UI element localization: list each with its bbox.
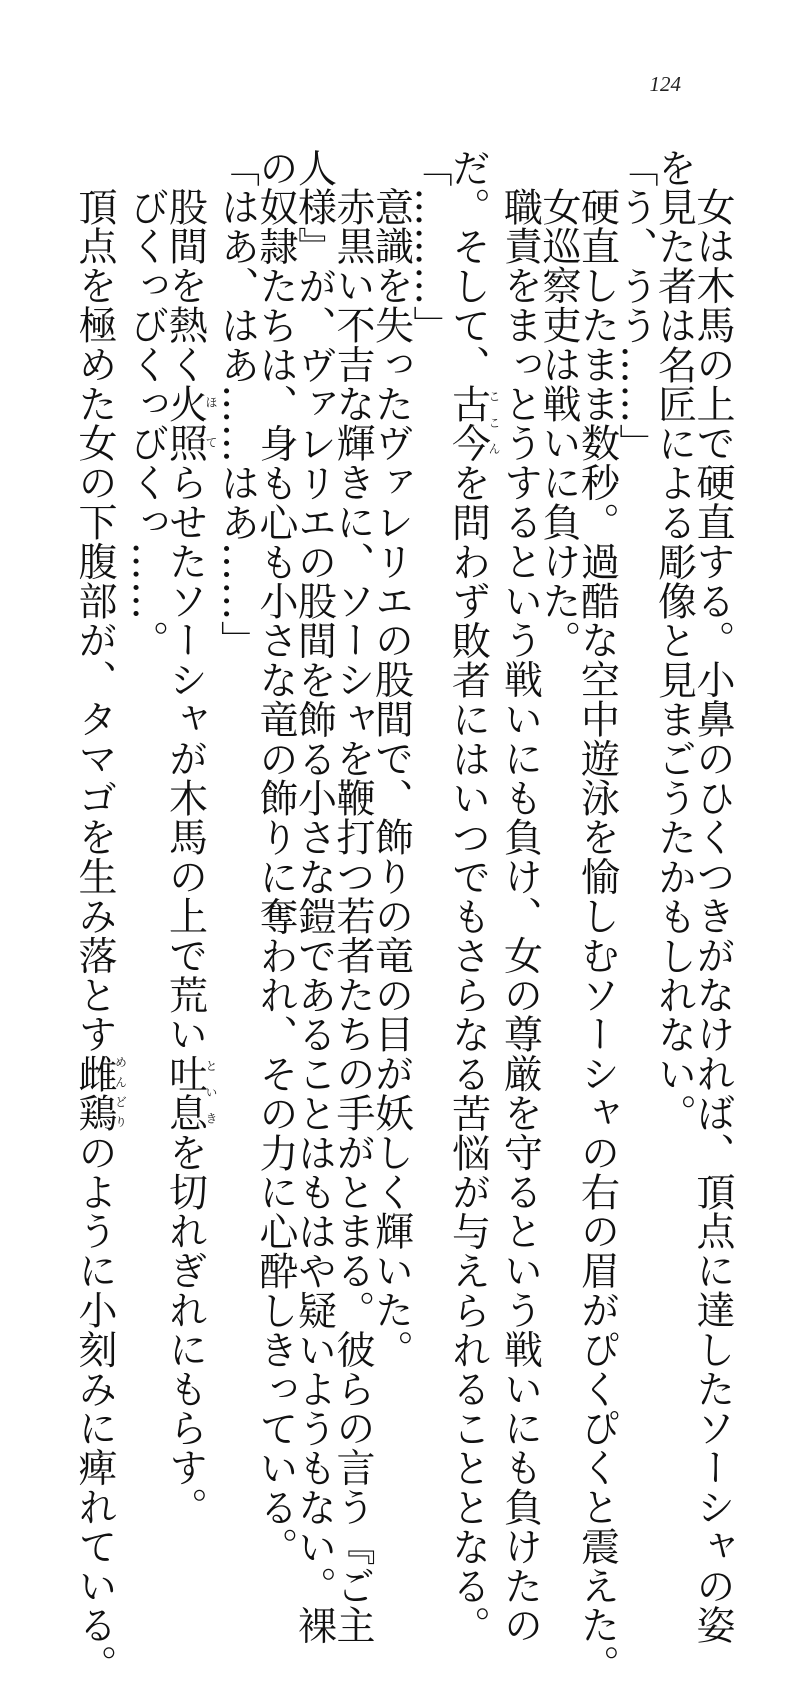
- text-segment: を切れぎれにもらす。: [162, 1132, 208, 1527]
- text-column-4: 硬直したまま数秒。過酷な空中遊泳を愉しむソーシャの右の眉がぴくぴくと震えた。: [574, 187, 620, 1684]
- text-column-15: びくっびくっびくっ……。: [124, 187, 169, 660]
- text-segment: らせたソーシャが木馬の上で荒い: [162, 462, 208, 1054]
- text-column-1: 女は木馬の上で硬直する。小鼻のひくつきがなければ、頂点に達したソーシャの姿: [690, 187, 735, 1645]
- text-column-11: 人様』が、ヴァレリエの股間を飾る小さな鎧であることはもはや疑いようもない。裸: [291, 148, 337, 1646]
- page-number: 124: [649, 72, 681, 96]
- ruby-annotation: 吐息といき: [162, 1053, 218, 1133]
- text-column-5: 女巡察吏は戦いに負けた。: [536, 187, 581, 660]
- text-column-8: 「………」: [407, 148, 452, 345]
- text-column-12: の奴隷たちは、身も心も小さな竜の飾りに奪われ、その力に心酔しきっている。: [253, 148, 298, 1567]
- text-segment: 股間を熱く: [162, 187, 208, 384]
- text-segment: だ。そして、: [445, 148, 491, 385]
- text-column-3: 「う、うう……」: [613, 148, 658, 464]
- text-segment: のように小刻みに痺れている。: [72, 1132, 117, 1684]
- text-column-6: 職責をまっとうするという戦いにも負け、女の尊厳を守るという戦いにも負けたの: [497, 187, 543, 1645]
- text-segment: を問わず敗者にはいつでもさらなる苦悩が与えられることとなる。: [445, 463, 491, 1646]
- text-column-13: 「はあ、はあ……はあ……」: [214, 148, 260, 661]
- text-column-16: [72, 148, 128, 1684]
- ruby-annotation: 雌鶏めんどり: [72, 1053, 128, 1133]
- text-column-10: 赤黒い不吉な輝きに、ソーシャを鞭打つ若者たちの手がとまる。彼らの言う『ご主: [330, 187, 375, 1645]
- ruby-annotation: 火照ほて: [162, 384, 218, 463]
- text-column-2: を見た者は名匠による彫像と見まごうたかもしれない。: [651, 148, 697, 1133]
- novel-text-body: [61, 148, 735, 1684]
- text-column-14: [162, 148, 218, 1527]
- ruby-annotation: 古今ここん: [445, 384, 501, 464]
- text-segment: 頂点を極めた女の下腹部が、タマゴを生み落とす: [72, 187, 117, 1054]
- text-column-9: 意識を失ったヴァレリエの股間で、飾りの竜の目が妖しく輝いた。: [368, 187, 414, 1369]
- text-column-7: [445, 148, 501, 1646]
